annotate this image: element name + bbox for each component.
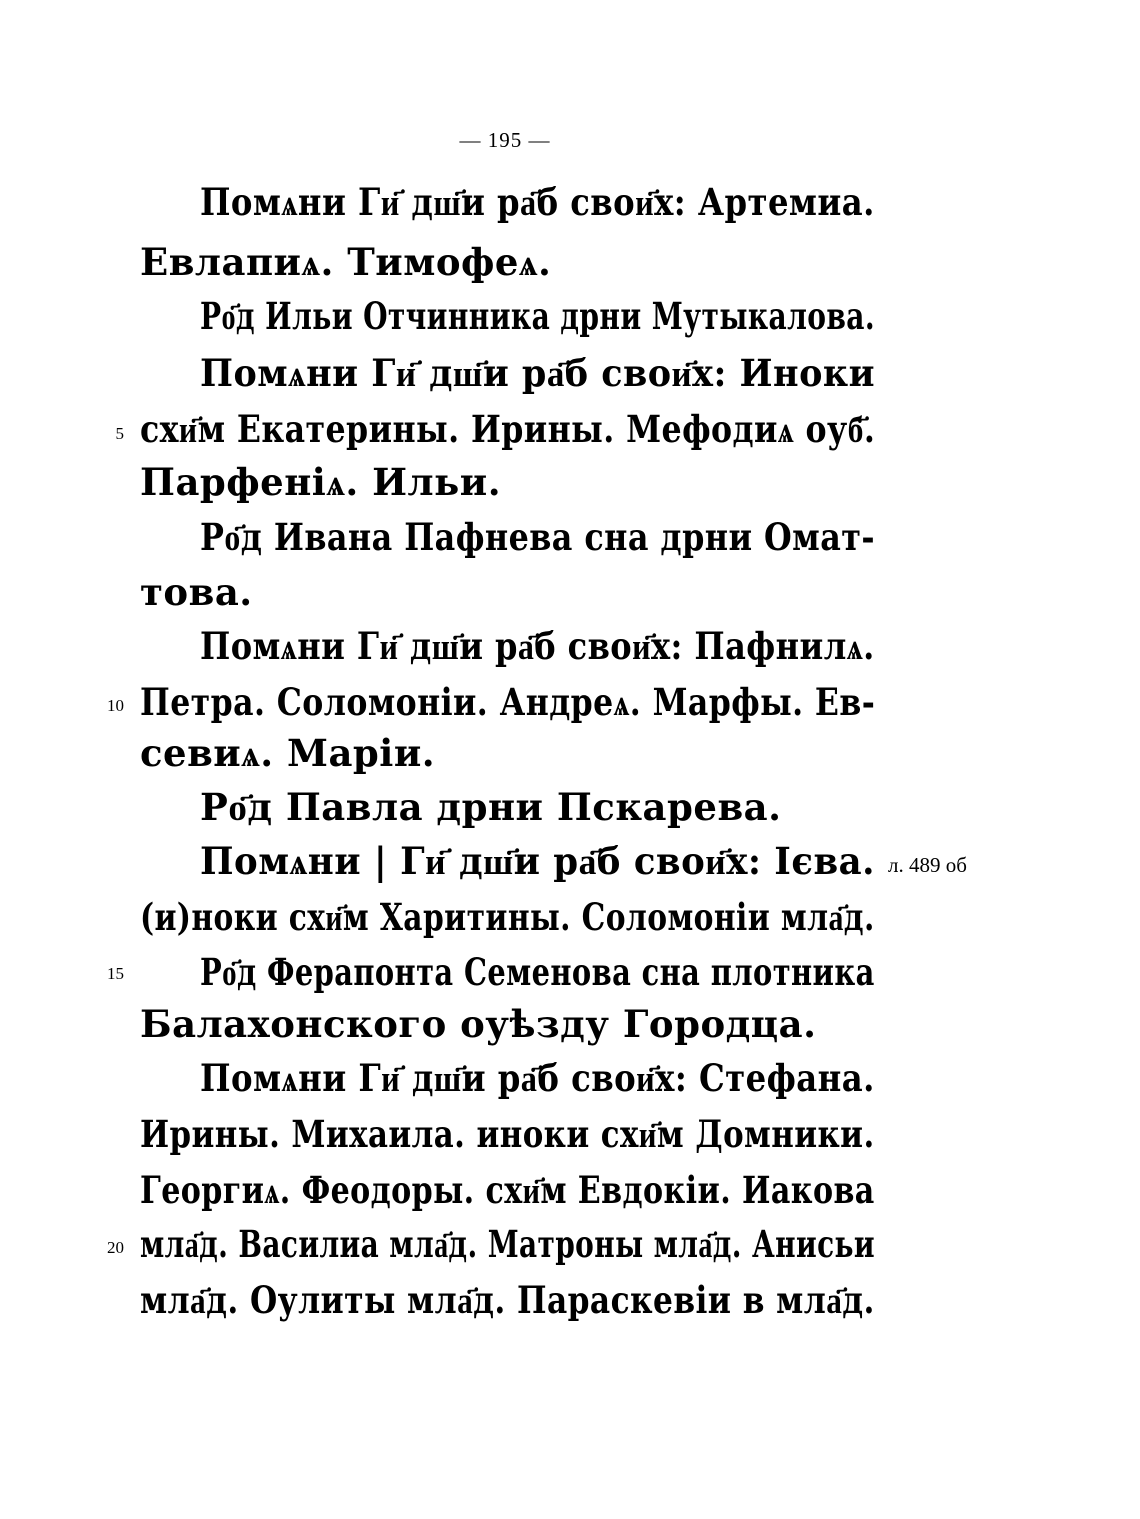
text-line: Петра. Соломоніи. Андреѧ. Марфы. Ев-: [140, 680, 876, 724]
page-number: — 195 —: [459, 128, 551, 152]
text-line: Парфеніѧ. Ильи.: [140, 460, 502, 504]
text-line: Ро҃д Ферапонта Семенова сна плотника: [200, 950, 875, 994]
line-number: 20: [107, 1238, 124, 1257]
text-line: (и)ноки схи҃м Харитины. Соломоніи мла҃д.: [140, 895, 875, 939]
text-line: Помѧни Ги҃ дш҃и ра҃б свои҃х: Иноки: [200, 351, 875, 395]
line-number: 5: [115, 424, 124, 443]
text-line: мла҃д. Оулиты мла҃д. Параскевіи в мла҃д.: [140, 1278, 875, 1322]
line-number: 15: [107, 964, 124, 983]
text-line: Георгиѧ. Феодоры. схи҃м Евдокіи. Иакова: [140, 1168, 875, 1212]
text-line: Помѧни Ги҃ дш҃и ра҃б свои҃х: Пафнилѧ.: [200, 624, 875, 668]
text-line: мла҃д. Василиа мла҃д. Матроны мла҃д. Анисьи: [140, 1222, 876, 1266]
text-line: това.: [140, 570, 253, 614]
margin-folio-note: л. 489 об: [888, 853, 967, 877]
text-line: Балахонского оуѣзду Городца.: [140, 1002, 817, 1046]
text-line: севиѧ. Маріи.: [140, 731, 436, 775]
text-line: Помѧни Ги҃ дш҃и ра҃б свои҃х: Артемиа.: [200, 180, 875, 224]
text-line: Помѧни | Ги҃ дш҃и ра҃б свои҃х: Ієва.: [200, 839, 876, 883]
text-line: Ро҃д Павла дрни Пскарева.: [200, 785, 782, 829]
text-line: Помѧни Ги҃ дш҃и ра҃б свои҃х: Стефана.: [200, 1056, 875, 1100]
text-line: Евлапиѧ. Тимофеѧ.: [140, 240, 552, 284]
text-line: Ро҃д Ильи Отчинника дрни Мутыкалова.: [200, 294, 876, 338]
text-line: схи҃м Екатерины. Ирины. Мефодиѧ оуб҃.: [140, 407, 876, 451]
text-line: Ро҃д Ивана Пафнева сна дрни Омат-: [200, 515, 876, 559]
line-number: 10: [107, 696, 124, 715]
text-line: Ирины. Михаила. иноки схи҃м Домники.: [140, 1112, 875, 1156]
